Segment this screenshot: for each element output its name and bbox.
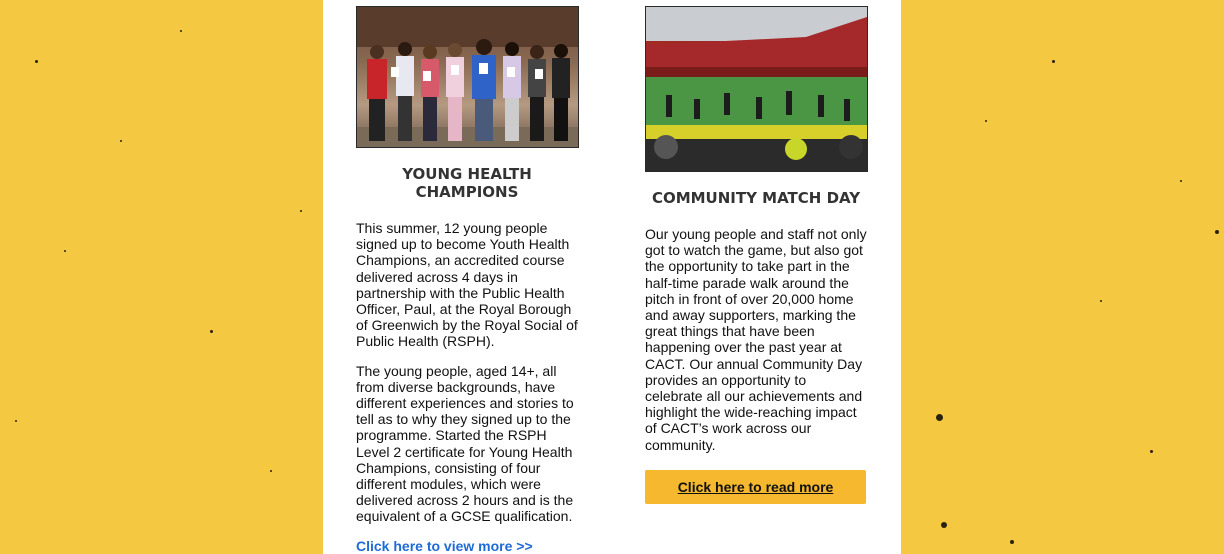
- background-speck: [270, 470, 272, 472]
- background-speck: [64, 250, 66, 252]
- background-speck: [941, 522, 947, 528]
- background-speck: [1180, 180, 1182, 182]
- background-speck: [936, 414, 943, 421]
- background-speck: [15, 420, 17, 422]
- article-title: COMMUNITY MATCH DAY: [651, 189, 861, 207]
- background-speck: [120, 140, 122, 142]
- background-speck: [985, 120, 987, 122]
- article-title: YOUNG HEALTH CHAMPIONS: [402, 165, 532, 201]
- background-speck: [1010, 540, 1014, 544]
- group-photo-illustration: [357, 7, 578, 147]
- newsletter-panel: [323, 0, 901, 554]
- stadium-photo-illustration: [646, 7, 867, 171]
- community-match-day-photo: [645, 6, 868, 172]
- young-health-champions-article: [356, 0, 578, 554]
- article-paragraph: This summer, 12 young people signed up to become Youth Health Champions, an accredited course delivered across 4 days in partnership with the Public Health Officer, Paul, at the Royal Borough of Greenwich by the Royal Social of Public Health (RSPH).: [356, 220, 578, 350]
- young-health-champions-photo: [356, 6, 579, 148]
- read-more-button[interactable]: Click here to read more: [645, 470, 866, 504]
- background-speck: [210, 330, 213, 333]
- article-paragraph: The young people, aged 14+, all from diverse backgrounds, have different experiences and stories to tell as to why they signed up to the programme. Started the RSPH Level 2 certificate for Young Health Champions, consisting of four different modules, which were delivered across 2 hours and is the equivalent of a GCSE qualification.: [356, 362, 574, 525]
- background-speck: [35, 60, 38, 63]
- background-speck: [1052, 60, 1055, 63]
- community-match-day-article: [645, 0, 867, 504]
- view-more-link[interactable]: Click here to view more >>: [356, 537, 533, 554]
- background-speck: [1215, 230, 1219, 234]
- background-speck: [1100, 300, 1102, 302]
- article-paragraph: Our young people and staff not only got to watch the game, but also got the opportunity to take part in the half-time parade walk around the pitch in front of over 20,000 home and away supporters, marking the great things that have been happening over the past year at CACT. Our annual Community Day provides an opportunity to celebrate all our achievements and highlight the wide-reaching impact of CACT’s work across our community.: [645, 226, 867, 453]
- background-speck: [1150, 450, 1153, 453]
- background-speck: [300, 210, 302, 212]
- background-speck: [180, 30, 182, 32]
